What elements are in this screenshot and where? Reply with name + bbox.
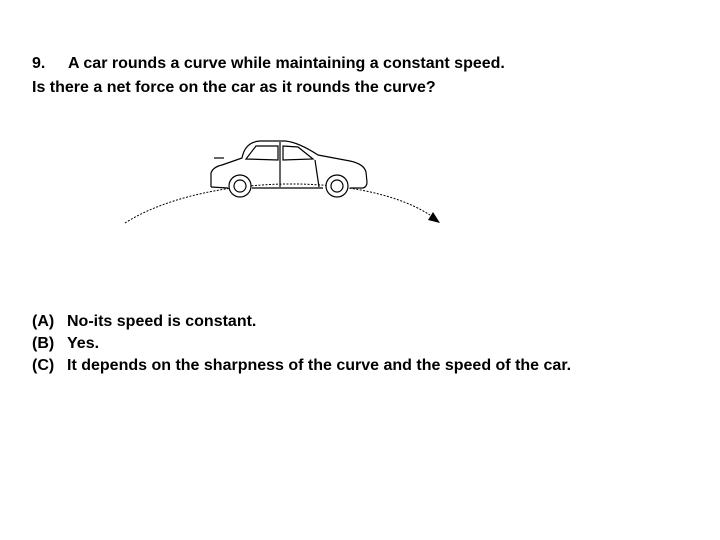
choice-text: No-its speed is constant. (67, 313, 257, 330)
answer-choices (32, 311, 571, 377)
question-line-1 (32, 52, 505, 76)
question-number: 9. (32, 55, 46, 72)
choice-c[interactable] (32, 355, 571, 377)
curve-path (125, 184, 430, 223)
car-on-curve-illustration (120, 130, 450, 230)
question (32, 52, 505, 100)
direction-arrowhead (428, 212, 440, 223)
choice-letter: (C) (32, 357, 55, 374)
question-text-2: Is there a net force on the car as it rounds the curve? (32, 79, 436, 96)
choice-a[interactable] (32, 311, 571, 333)
choice-letter: (B) (32, 335, 55, 352)
choice-text: Yes. (67, 335, 100, 352)
choice-b[interactable] (32, 333, 571, 355)
choice-letter: (A) (32, 313, 55, 330)
question-text-1: A car rounds a curve while maintaining a constant speed. (68, 55, 505, 72)
car-icon (211, 141, 367, 197)
choice-text: It depends on the sharpness of the curve and the speed of the car. (67, 357, 572, 374)
